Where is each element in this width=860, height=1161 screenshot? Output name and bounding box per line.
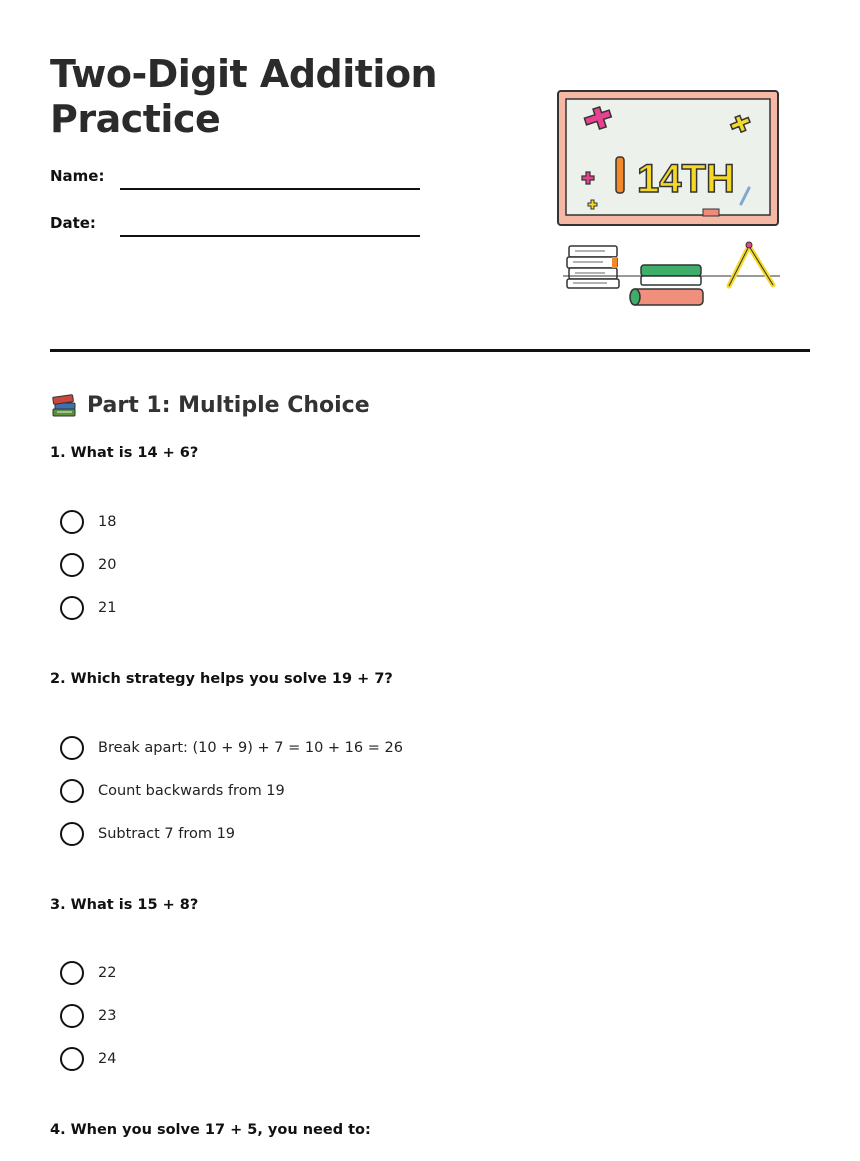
book-icon: [630, 265, 703, 305]
books-stack-icon: [567, 246, 619, 288]
radio-button[interactable]: [60, 596, 84, 620]
page-title-line-2: Practice: [50, 97, 221, 141]
question-4: 4. When you solve 17 + 5, you need to:: [50, 1122, 371, 1138]
page-title: [50, 52, 490, 142]
option-label: 18: [98, 514, 117, 530]
books-icon: [50, 391, 78, 419]
radio-button[interactable]: [60, 779, 84, 803]
question-3: 3. What is 15 + 8?: [50, 897, 199, 913]
radio-button[interactable]: [60, 553, 84, 577]
radio-button[interactable]: [60, 961, 84, 985]
question-1-option-c[interactable]: [60, 595, 116, 621]
option-label: 21: [98, 600, 117, 616]
question-2-option-b[interactable]: [60, 778, 285, 804]
question-2-option-a[interactable]: [60, 735, 403, 761]
option-label: 20: [98, 557, 117, 573]
classroom-illustration: [555, 88, 785, 313]
header-divider: [50, 349, 810, 352]
option-label: 22: [98, 965, 117, 981]
radio-button[interactable]: [60, 1004, 84, 1028]
option-label: Subtract 7 from 19: [98, 826, 236, 842]
question-1-option-a[interactable]: [60, 509, 116, 535]
chalk-stroke-icon: [616, 157, 624, 193]
name-label: Name:: [50, 167, 105, 185]
radio-button[interactable]: [60, 736, 84, 760]
section-heading-part-1: [50, 389, 370, 421]
question-2-option-c[interactable]: [60, 821, 235, 847]
radio-button[interactable]: [60, 1047, 84, 1071]
board-text: 14TH: [637, 157, 735, 201]
name-line[interactable]: [120, 188, 420, 190]
pencil-compass-icon: [729, 242, 773, 286]
question-2: 2. Which strategy helps you solve 19 + 7?: [50, 671, 393, 687]
option-label: Break apart: (10 + 9) + 7 = 10 + 16 = 26: [98, 740, 403, 756]
question-3-option-c[interactable]: [60, 1046, 116, 1072]
option-label: Count backwards from 19: [98, 783, 285, 799]
radio-button[interactable]: [60, 822, 84, 846]
date-field[interactable]: [50, 214, 430, 244]
option-label: 24: [98, 1051, 117, 1067]
date-line[interactable]: [120, 235, 420, 237]
question-1-option-b[interactable]: [60, 552, 116, 578]
section-heading-text: Part 1: Multiple Choice: [87, 392, 370, 418]
date-label: Date:: [50, 214, 96, 232]
question-3-option-a[interactable]: [60, 960, 116, 986]
name-field[interactable]: [50, 167, 430, 197]
question-1: 1. What is 14 + 6?: [50, 445, 199, 461]
page-title-line-1: Two-Digit Addition: [50, 52, 438, 96]
radio-button[interactable]: [60, 510, 84, 534]
option-label: 23: [98, 1008, 117, 1024]
question-3-option-b[interactable]: [60, 1003, 116, 1029]
